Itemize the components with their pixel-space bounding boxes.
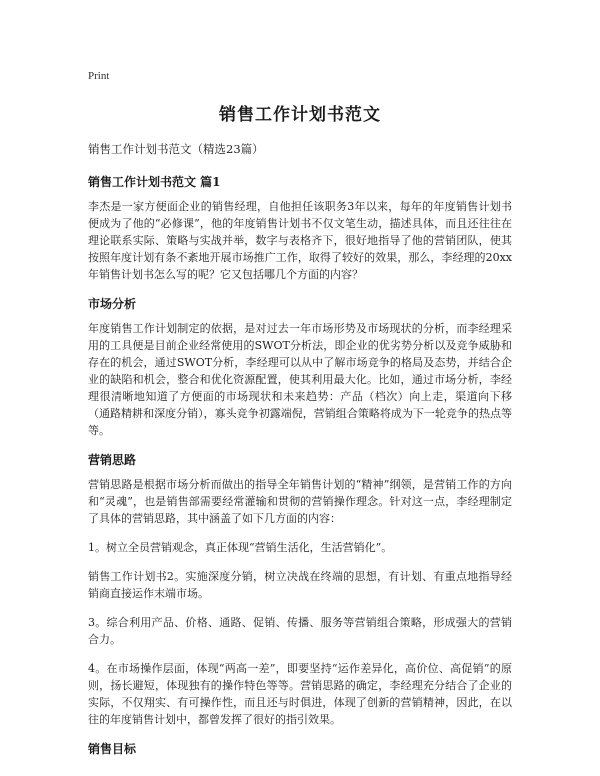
article-heading: 销售工作计划书范文 篇1 <box>88 175 221 189</box>
section-heading: 销售目标 <box>88 742 137 756</box>
section-paragraph: 年度销售工作计划制定的依据，是对过去一年市场形势及市场现状的分析，而李经理采用的工具便是目前企业经常使用的SWOT分析法，即企业的优劣势分析以及竞争威胁和存在的机会，通过SWOT分析，李经理可以从中了解市场竞争的格局及态势，并结合企业的缺陷和机会，整合和优化资源配置，使其利用最大化。比如，通过市场分析，李经理很清晰地知道了方便面的市场现状和未来趋势：产品（档次）向上走，渠道向下移（通路精耕和深度分销），寡头竞争初露端倪，营销组合策略将成为下一轮竞争的热点等等。 <box>88 322 512 437</box>
section-marketing-ideas <box>88 451 512 728</box>
intro-paragraph: 李杰是一家方便面企业的销售经理，自他担任该职务3年以来，每年的年度销售计划书便成为了他的“必修课”，他的年度销售计划书不仅文笔生动，描述具体，而且还往往在理论联系实际、策略与实战并举，数字与表格齐下，很好地指导了他的营销团队，使其按照年度计划有条不紊地开展市场推广工作，取得了较好的效果，那么，李经理的20xx年销售计划书怎么写的呢？它又包括哪几个方面的内容？ <box>88 200 512 281</box>
section-heading: 市场分析 <box>88 297 137 311</box>
section-paragraph: 销售工作计划书2。实施深度分销，树立决战在终端的思想，有计划、有重点地指导经销商直接运作末端市场。 <box>88 570 512 600</box>
section-sales-target <box>88 740 512 757</box>
section-paragraph: 4。在市场操作层面，体现“两高一差”，即要坚持“运作差异化，高价位、高促销”的原则，扬长避短，体现独有的操作特色等等。营销思路的确定，李经理充分结合了企业的实际，不仅翔实、有可操作性，而且还与时俱进，体现了创新的营销精神，因此，在以往的年度销售计划中，都曾发挥了很好的指引效果。 <box>88 662 512 726</box>
section-paragraph: 营销思路是根据市场分析而做出的指导全年销售计划的“精神”纲领，是营销工作的方向和“灵魂”，也是销售部需要经常灌输和贯彻的营销操作理念。针对这一点，李经理制定了具体的营销思路，其中涵盖了如下几方面的内容： <box>88 478 512 525</box>
section-heading: 营销思路 <box>88 453 137 467</box>
print-label[interactable]: Print <box>88 70 110 82</box>
document-subtitle: 销售工作计划书范文（精选23篇） <box>88 142 264 156</box>
section-paragraph: 1。树立全员营销观念，真正体现“营销生活化，生活营销化”。 <box>88 541 393 554</box>
section-market-analysis <box>88 295 512 439</box>
document-title: 销售工作计划书范文 <box>219 105 381 125</box>
section-paragraph: 3。综合利用产品、价格、通路、促销、传播、服务等营销组合策略，形成强大的营销合力。 <box>88 616 512 646</box>
